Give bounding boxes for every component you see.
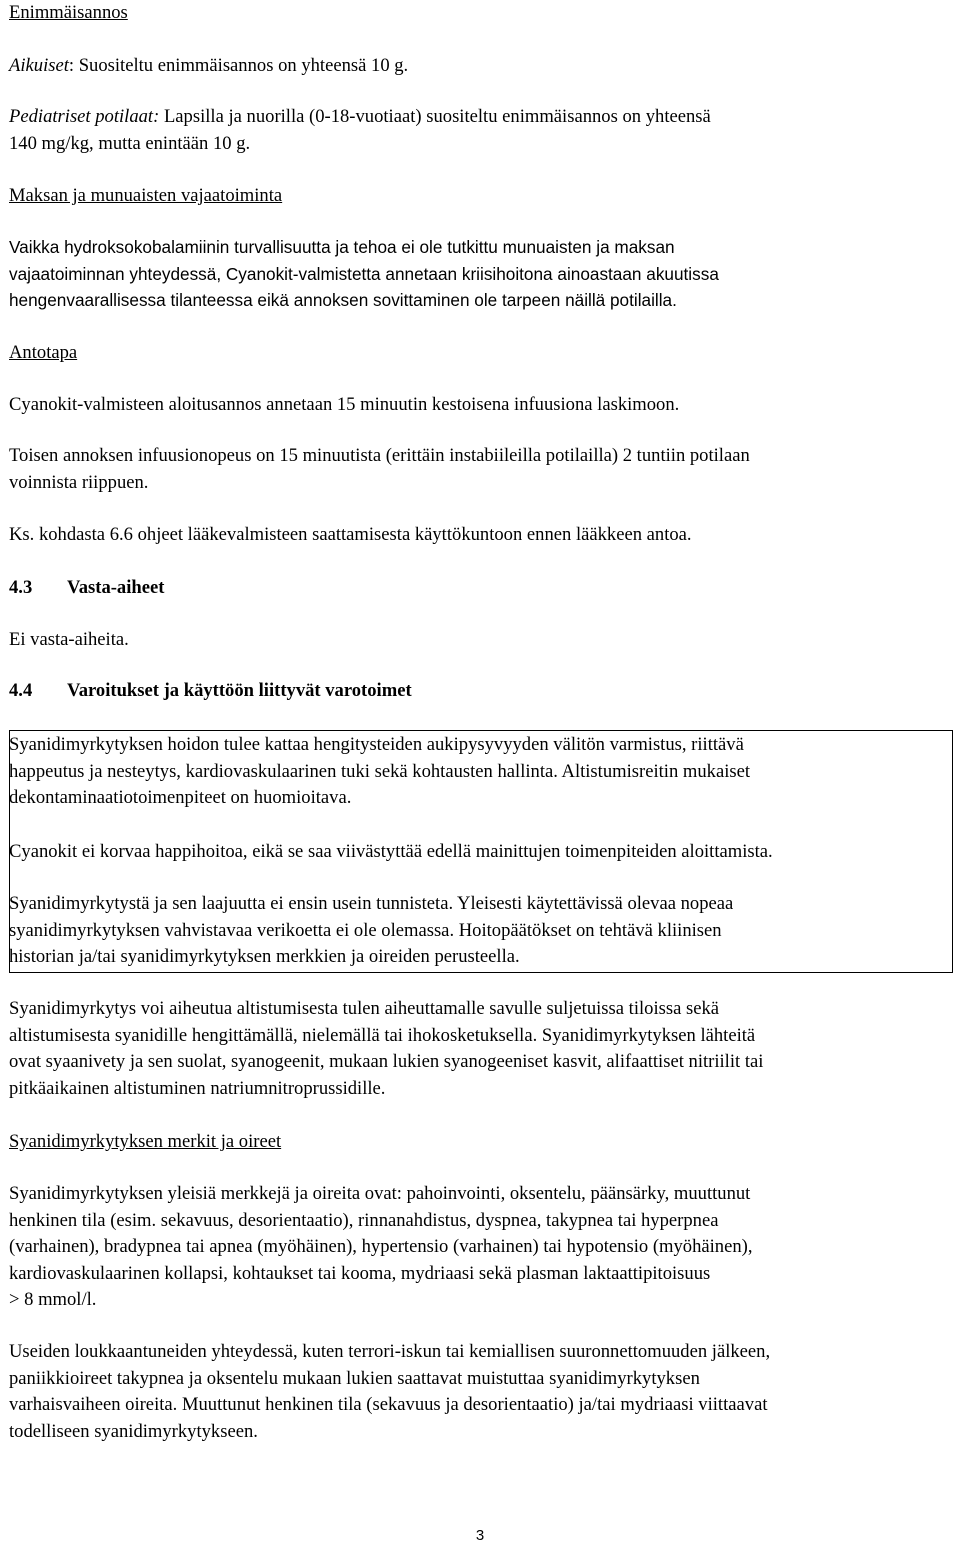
administration-p3: Ks. kohdasta 6.6 ohjeet lääkevalmisteen saattamisesta käyttökuntoon ennen lääkkeen antoa. [9,524,692,545]
adults-label: Aikuiset [9,55,69,76]
renal-hepatic-paragraph [9,234,953,314]
pediatric-text-2: 140 mg/kg, mutta enintään 10 g. [9,132,251,154]
pediatric-text-1: Lapsilla ja nuorilla (0-18-vuotiaat) suositeltu enimmäisannos on yhteensä [159,106,711,127]
mass-casualty-line: Useiden loukkaantuneiden yhteydessä, kuten terrori-iskun tai kemiallisen suuronnettomuuden jälkeen, [9,1341,771,1362]
heading-signs: Syanidimyrkytyksen merkit ja oireet [9,1131,282,1152]
section-4-4-title: Varoitukset ja käyttöön liittyvät varotoimet [67,680,412,701]
box-p2: Cyanokit ei korvaa happihoitoa, eikä se saa viivästyttää edellä mainittujen toimenpiteiden aloittamista. [9,841,773,862]
section-4-4-number: 4.4 [9,680,33,701]
box-line: Syanidimyrkytyksen hoidon tulee kattaa hengitysteiden aukipysyvyyden välitön varmistus, riittävä [9,734,744,755]
box-line: syanidimyrkytyksen vahvistavaa verikoetta ei ole olemassa. Hoitopäätökset on tehtävä kliinisen [9,919,722,941]
exposure-line: pitkäaikainen altistuminen natriumnitroprussidille. [9,1077,386,1099]
exposure-paragraph [9,996,953,1102]
adults-text: : Suositeltu enimmäisannos on yhteensä 10 g. [68,55,409,76]
mass-casualty-line: paniikkioireet takypnea ja oksentelu mukaan lukien saattavat muistuttaa syanidimyrkytyksen [9,1367,700,1389]
signs-line: Syanidimyrkytyksen yleisiä merkkejä ja oireita ovat: pahoinvointi, oksentelu, päänsärky, muuttunut [9,1183,751,1204]
warning-box [9,730,953,973]
heading-max-dose: Enimmäisannos [9,2,128,23]
page-number: 3 [475,1527,485,1544]
signs-line: (varhainen), bradypnea tai apnea (myöhäinen), hypertensio (varhainen) tai hypotensio (myöhäinen), [9,1236,753,1257]
exposure-line: ovat syaanivety ja sen suolat, syanogeenit, mukaan lukien syanogeeniset kasvit, alifaattiset nitriilit tai [9,1051,764,1072]
administration-p2-line: Toisen annoksen infuusionopeus on 15 minuutista (erittäin instabiileilla potilailla) 2 tuntiin potilaan [9,445,750,466]
heading-renal-hepatic: Maksan ja munuaisten vajaatoiminta [9,185,283,206]
renal-line: hengenvaarallisessa tilanteessa eikä annoksen sovittaminen ole tarpeen näillä potilailla. [9,290,677,310]
adults-paragraph [9,53,953,80]
signs-line: henkinen tila (esim. sekavuus, desorientaatio), rinnanahdistus, dyspnea, takypnea tai hyperpnea [9,1209,719,1231]
box-line: Syanidimyrkytystä ja sen laajuutta ei ensin usein tunnisteta. Yleisesti käytettävissä olevaa nopeaa [9,893,734,914]
signs-line: > 8 mmol/l. [9,1289,97,1310]
renal-line: vajaatoiminnan yhteydessä, Cyanokit-valmistetta annetaan kriisihoitona ainoastaan akuutissa [9,263,719,284]
box-p1 [9,732,750,812]
section-4-3-number: 4.3 [9,577,33,598]
box-line: dekontaminaatiotoimenpiteet on huomioitava. [9,787,352,808]
mass-casualty-line: todelliseen syanidimyrkytykseen. [9,1420,258,1442]
pediatric-label: Pediatriset potilaat: [9,106,160,127]
box-line: historian ja/tai syanidimyrkytyksen merkkien ja oireiden perusteella. [9,946,520,967]
administration-p2 [9,443,953,496]
exposure-line: altistumisesta syanidille hengittämällä, nielemällä tai ihokosketuksella. Syanidimyrkytyksen lähteitä [9,1024,756,1046]
section-4-3-text: Ei vasta-aiheita. [9,629,129,650]
administration-p1: Cyanokit-valmisteen aloitusannos annetaan 15 minuutin kestoisena infuusiona laskimoon. [9,394,680,415]
signs-paragraph [9,1181,953,1314]
exposure-line: Syanidimyrkytys voi aiheutua altistumisesta tulen aiheuttamalle savulle suljetuissa tiloissa sekä [9,998,720,1019]
administration-p2-line: voinnista riippuen. [9,471,149,493]
section-4-3-heading [9,575,953,602]
section-4-3-title: Vasta-aiheet [67,577,165,598]
section-4-4-heading [9,678,953,705]
box-p3 [9,891,733,971]
mass-casualty-paragraph [9,1339,953,1445]
mass-casualty-line: varhaisvaiheen oireita. Muuttunut henkinen tila (sekavuus ja desorientaatio) ja/tai mydriaasi viittaavat [9,1394,768,1415]
signs-line: kardiovaskulaarinen kollapsi, kohtaukset tai kooma, mydriaasi sekä plasman laktaattipitoisuus [9,1262,711,1284]
box-line: happeutus ja nesteytys, kardiovaskulaarinen tuki sekä kohtausten hallinta. Altistumisreitin mukaiset [9,760,751,782]
heading-administration: Antotapa [9,342,78,363]
renal-line: Vaikka hydroksokobalamiinin turvallisuutta ja tehoa ei ole tutkittu munuaisten ja maksan [9,237,675,257]
pediatric-paragraph [9,104,953,157]
